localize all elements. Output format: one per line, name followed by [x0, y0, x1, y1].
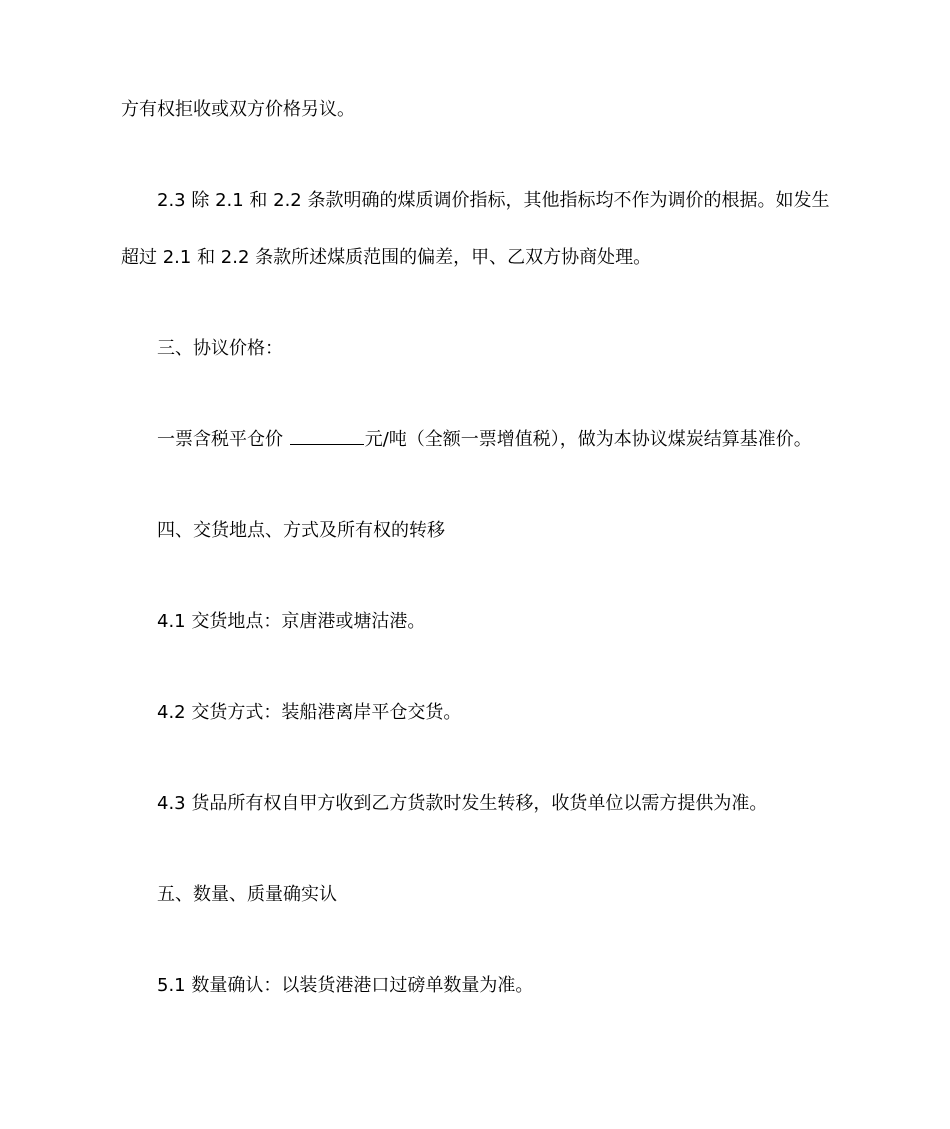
clause-2-3-line-1: 2.3 除 2.1 和 2.2 条款明确的煤质调价指标，其他指标均不作为调价的根据。如发生 — [157, 190, 830, 211]
clause-2-3-line-2: 超过 2.1 和 2.2 条款所述煤质范围的偏差，甲、乙双方协商处理。 — [121, 247, 652, 268]
price-clause — [157, 428, 812, 452]
section-4-heading: 四、交货地点、方式及所有权的转移 — [157, 520, 445, 541]
price-blank-field — [290, 428, 364, 445]
clause-4-1: 4.1 交货地点：京唐港或塘沽港。 — [157, 611, 426, 632]
clause-5-1: 5.1 数量确认：以装货港港口过磅单数量为准。 — [157, 975, 534, 996]
price-clause-suffix: 元/吨（全额一票增值税），做为本协议煤炭结算基准价。 — [364, 429, 812, 450]
price-clause-prefix: 一票含税平仓价 — [157, 429, 289, 450]
clause-4-3: 4.3 货品所有权自甲方收到乙方货款时发生转移，收货单位以需方提供为准。 — [157, 793, 768, 814]
section-3-heading: 三、协议价格： — [157, 338, 283, 359]
clause-4-2: 4.2 交货方式：装船港离岸平仓交货。 — [157, 702, 462, 723]
section-5-heading: 五、数量、质量确实认 — [157, 884, 337, 905]
paragraph-continuation: 方有权拒收或双方价格另议。 — [121, 99, 355, 120]
